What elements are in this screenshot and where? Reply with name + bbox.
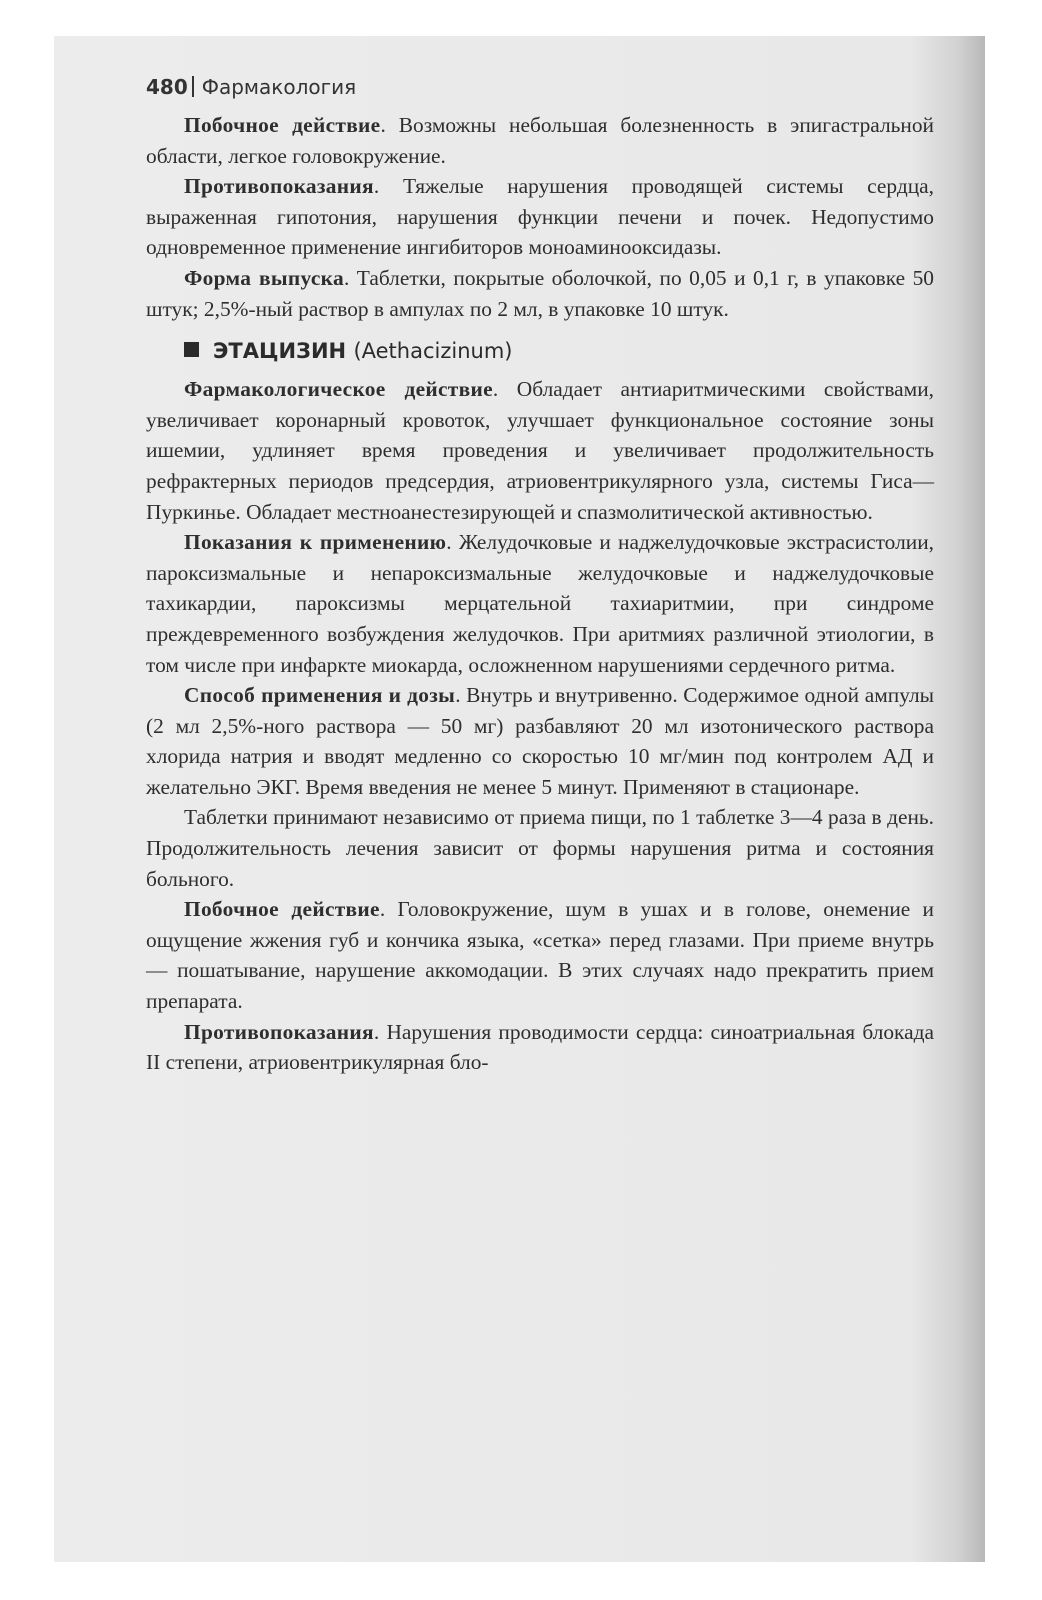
pharmacological-action-term: Фармакологическое действие [184,377,493,402]
prev-contraindications-paragraph: Противопоказания. Тяжелые нарушения проводящей системы сердца, выраженная гипотония, нарушения функции печени и почек. Недопустимо одновременное применение ингибиторов моноаминооксидазы. [146,174,934,260]
page-number: 480 [146,75,188,99]
side-effects-text: Головокружение, шум в ушах и в голове, онемение и ощущение жжения губ и кончика языка, «сетка» перед глазами. При приеме внутрь — пошатывание, нарушение аккомодации. В этих случаях надо прекратить прием препарата. [146,897,934,1014]
drug-name: ЭТАЦИЗИН [213,339,347,364]
prev-release-form-text: Таблетки, покрытые оболочкой, по 0,05 и 0,1 г, в упаковке 50 штук; 2,5%-ный раствор в ампулах по 2 мл, в упаковке 10 штук. [146,265,934,321]
prev-release-form-paragraph: Форма выпуска. Таблетки, покрытые оболочкой, по 0,05 и 0,1 г, в упаковке 50 штук; 2,5%-ный раствор в ампулах по 2 мл, в упаковке 10 штук. [146,265,934,321]
prev-side-effects-text: Возможны небольшая болезненность в эпигастральной области, легкое головокружение. [146,113,934,168]
running-header [146,72,934,102]
dosage-term: Способ применения и дозы [184,683,456,708]
header-divider [192,76,194,97]
square-bullet-icon [184,342,199,357]
dosage-tablets-paragraph: Таблетки принимают независимо от приема пищи, по 1 таблетке 3—4 раза в день. Продолжительность лечения зависит от формы нарушения ритма и состояния больного. [146,805,934,891]
prev-release-form-term: Форма выпуска [184,265,344,290]
drug-latin-name: (Aethacizinum) [353,339,513,364]
side-effects-term: Побочное действие [184,897,380,922]
prev-contraindications-term: Противопоказания [184,174,374,199]
indications-text: Желудочковые и наджелудочковые экстрасистолии, пароксизмальные и непароксизмальные желудочковые и наджелудочковые тахикардии, пароксизмы мерцательной тахиаритмии, при синдроме преждевременного возбуждения желудочков. При аритмиях различной этиологии, в том числе при инфаркте миокарда, осложненном нарушениями сердечного ритма. [146,530,934,677]
contraindications-term: Противопоказания [184,1019,374,1044]
book-page [146,72,934,1078]
drug-heading [184,336,934,366]
prev-side-effects-paragraph: Побочное действие. Возможны небольшая болезненность в эпигастральной области, легкое головокружение. [146,113,934,168]
dosage-paragraph: Способ применения и дозы. Внутрь и внутривенно. Содержимое одной ампулы (2 мл 2,5%-ного раствора — 50 мг) разбавляют 20 мл изотонического раствора хлорида натрия и вводят медленно со скоростью 10 мг/мин под контролем АД и желательно ЭКГ. Время введения не менее 5 минут. Применяют в стационаре. [146,683,934,799]
contraindications-text: Нарушения проводимости сердца: синоатриальная блокада II степени, атриовентрикулярная бло- [146,1019,934,1075]
indications-paragraph: Показания к применению. Желудочковые и наджелудочковые экстрасистолии, пароксизмальные и непароксизмальные желудочковые и наджелудочковые тахикардии, пароксизмы мерцательной тахиаритмии, при синдроме преждевременного возбуждения желудочков. При аритмиях различной этиологии, в том числе при инфаркте миокарда, осложненном нарушениями сердечного ритма. [146,530,934,677]
contraindications-paragraph: Противопоказания. Нарушения проводимости сердца: синоатриальная блокада II степени, атриовентрикулярная бло- [146,1019,934,1075]
prev-side-effects-term: Побочное действие [184,113,381,137]
pharmacological-action-text: Обладает антиаритмическими свойствами, увеличивает коронарный кровоток, улучшает функциональное состояние зоны ишемии, удлиняет время проведения и увеличивает продолжительность рефрактерных периодов предсердия, атриовентрикулярного узла, системы Гиса—Пуркинье. Обладает местноанестезирующей и спазмолитической активностью. [146,377,934,524]
side-effects-paragraph: Побочное действие. Головокружение, шум в ушах и в голове, онемение и ощущение жжения губ и кончика языка, «сетка» перед глазами. При приеме внутрь — пошатывание, нарушение аккомодации. В этих случаях надо прекратить прием препарата. [146,897,934,1014]
prev-contraindications-text: Тяжелые нарушения проводящей системы сердца, выраженная гипотония, нарушения функции печени и почек. Недопустимо одновременное применение ингибиторов моноаминооксидазы. [146,174,934,260]
pharmacological-action-paragraph: Фармакологическое действие. Обладает антиаритмическими свойствами, увеличивает коронарный кровоток, улучшает функциональное состояние зоны ишемии, удлиняет время проведения и увеличивает продолжительность рефрактерных периодов предсердия, атриовентрикулярного узла, системы Гиса—Пуркинье. Обладает местноанестезирующей и спазмолитической активностью. [146,377,934,524]
indications-term: Показания к применению [184,530,447,555]
dosage-text: Внутрь и внутривенно. Содержимое одной ампулы (2 мл 2,5%-ного раствора — 50 мг) разбавляют 20 мл изотонического раствора хлорида натрия и вводят медленно со скоростью 10 мг/мин под контролем АД и желательно ЭКГ. Время введения не менее 5 минут. Применяют в стационаре. [146,683,934,799]
section-title: Фармакология [201,75,357,99]
